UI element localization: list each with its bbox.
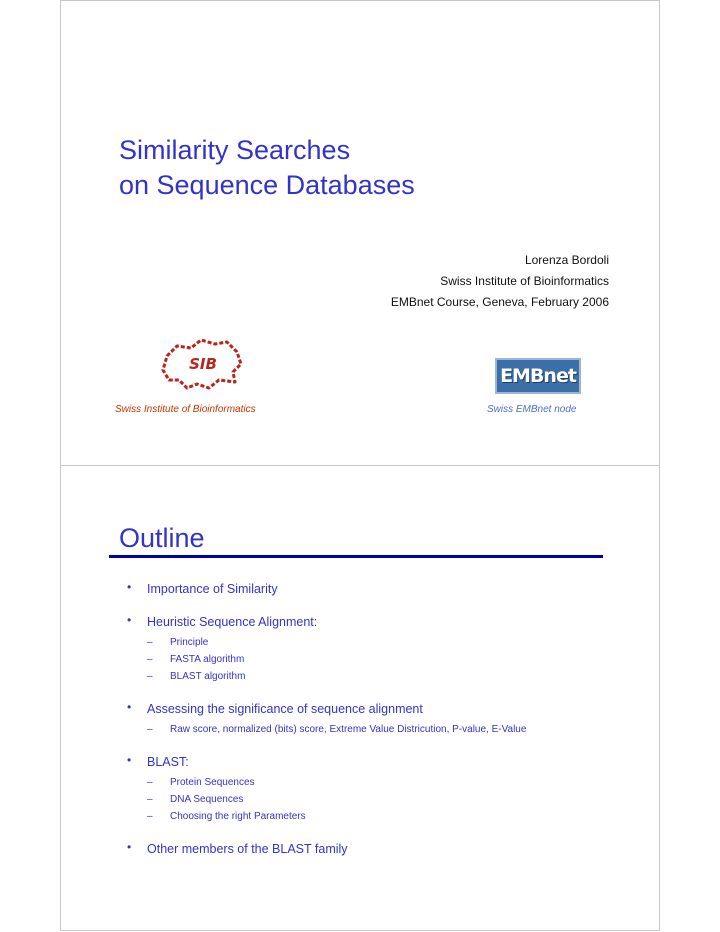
sib-caption: Swiss Institute of Bioinformatics <box>115 404 256 415</box>
outline-item <box>119 753 639 825</box>
author-name: Lorenza Bordoli <box>524 253 609 267</box>
outline-title: Outline <box>119 523 205 553</box>
sub-item <box>147 721 639 738</box>
sub-item <box>147 668 639 685</box>
outline-item <box>119 580 639 598</box>
institute-name: Swiss Institute of Bioinformatics <box>440 274 609 288</box>
dash: – <box>147 671 153 682</box>
title-line-1: Similarity Searches <box>119 135 351 165</box>
bullet: • <box>127 700 132 714</box>
outline-item-label: Other members of the BLAST family <box>147 842 348 856</box>
sub-list <box>147 721 639 738</box>
dash: – <box>147 654 153 665</box>
title-underline <box>109 555 603 558</box>
slide-title <box>119 133 415 203</box>
outline-item-label: Heuristic Sequence Alignment: <box>147 615 318 629</box>
outline-item-label: Importance of Similarity <box>147 582 278 596</box>
bullet: • <box>127 753 132 767</box>
bullet: • <box>127 613 132 627</box>
sub-item-label: Protein Sequences <box>170 777 255 788</box>
sib-logo-text: SIB <box>189 355 217 373</box>
sub-item <box>147 808 639 825</box>
sub-item <box>147 774 639 791</box>
outline-slide <box>60 465 660 931</box>
dash: – <box>147 724 153 735</box>
outline-item <box>119 613 639 685</box>
sub-item-label: FASTA algorithm <box>170 654 245 665</box>
outline-item <box>119 700 639 738</box>
embnet-logo <box>495 358 581 394</box>
sub-item <box>147 651 639 668</box>
sub-item <box>147 634 639 651</box>
outline-item-label: Assessing the significance of sequence alignment <box>147 702 423 716</box>
credits-block <box>391 250 609 313</box>
outline-item-label: BLAST: <box>147 755 189 769</box>
title-line-2: on Sequence Databases <box>119 170 415 200</box>
sub-item <box>147 791 639 808</box>
dash: – <box>147 777 153 788</box>
dash: – <box>147 811 153 822</box>
sub-list <box>147 634 639 685</box>
outline-item <box>119 840 639 858</box>
title-slide <box>60 0 660 466</box>
outline-list <box>119 580 639 873</box>
bullet: • <box>127 580 132 594</box>
dash: – <box>147 637 153 648</box>
embnet-caption: Swiss EMBnet node <box>487 404 577 415</box>
dash: – <box>147 794 153 805</box>
bullet: • <box>127 840 132 854</box>
sib-logo <box>157 334 245 392</box>
sub-item-label: BLAST algorithm <box>170 671 246 682</box>
course-info: EMBnet Course, Geneva, February 2006 <box>390 295 609 309</box>
sub-list <box>147 774 639 825</box>
embnet-logo-text: EMBnet <box>500 365 576 387</box>
sub-item-label: Raw score, normalized (bits) score, Extreme Value Districution, P-value, E-Value <box>170 724 527 735</box>
sub-item-label: Choosing the right Parameters <box>170 811 306 822</box>
sub-item-label: DNA Sequences <box>170 794 244 805</box>
sub-item-label: Principle <box>170 637 209 648</box>
